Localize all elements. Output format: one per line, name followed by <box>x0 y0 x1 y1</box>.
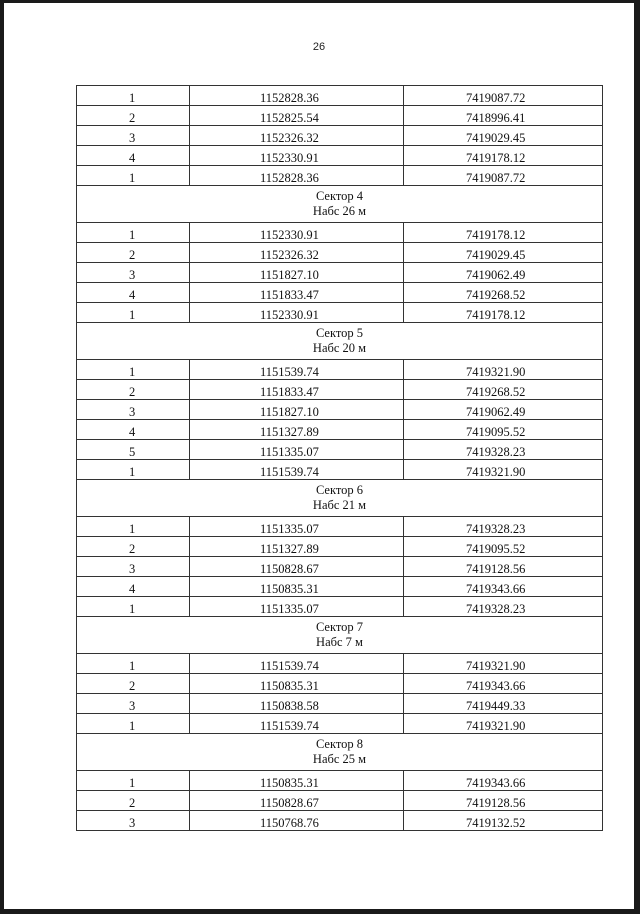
y-coordinate-cell: 7419328.23 <box>404 517 603 537</box>
table-row <box>77 223 603 243</box>
table-row <box>77 166 603 186</box>
x-coordinate-cell: 1150838.58 <box>190 694 404 714</box>
table-row <box>77 674 603 694</box>
table-row <box>77 263 603 283</box>
sector-header-cell <box>77 734 603 771</box>
table-row <box>77 360 603 380</box>
y-coordinate-cell: 7419268.52 <box>404 380 603 400</box>
y-coordinate-cell: 7419132.52 <box>404 811 603 831</box>
y-coordinate-cell: 7419343.66 <box>404 771 603 791</box>
y-coordinate-cell: 7419029.45 <box>404 243 603 263</box>
point-number-cell: 2 <box>77 791 190 811</box>
x-coordinate-cell: 1151833.47 <box>190 283 404 303</box>
sector-height: Набс 20 м <box>312 341 367 355</box>
sector-height: Набс 21 м <box>312 498 367 512</box>
x-coordinate-cell: 1151335.07 <box>190 517 404 537</box>
x-coordinate-cell: 1150828.67 <box>190 791 404 811</box>
point-number-cell: 4 <box>77 420 190 440</box>
table-row <box>77 146 603 166</box>
point-number-cell: 2 <box>77 380 190 400</box>
sector-height: Набс 25 м <box>312 752 367 766</box>
x-coordinate-cell: 1151539.74 <box>190 460 404 480</box>
point-number-cell: 4 <box>77 146 190 166</box>
table-row <box>77 380 603 400</box>
x-coordinate-cell: 1150835.31 <box>190 771 404 791</box>
point-number-cell: 2 <box>77 537 190 557</box>
x-coordinate-cell: 1150828.67 <box>190 557 404 577</box>
x-coordinate-cell: 1152828.36 <box>190 166 404 186</box>
y-coordinate-cell: 7419178.12 <box>404 146 603 166</box>
document-page <box>4 3 634 909</box>
point-number-cell: 3 <box>77 557 190 577</box>
sector-header-cell <box>77 617 603 654</box>
table-row <box>77 557 603 577</box>
point-number-cell: 1 <box>77 460 190 480</box>
point-number-cell: 1 <box>77 360 190 380</box>
y-coordinate-cell: 7419268.52 <box>404 283 603 303</box>
sector-title: Сектор 7 <box>315 620 364 634</box>
table-row <box>77 400 603 420</box>
y-coordinate-cell: 7419343.66 <box>404 577 603 597</box>
table-row <box>77 440 603 460</box>
table-row <box>77 420 603 440</box>
x-coordinate-cell: 1151827.10 <box>190 263 404 283</box>
point-number-cell: 4 <box>77 283 190 303</box>
x-coordinate-cell: 1152330.91 <box>190 223 404 243</box>
y-coordinate-cell: 7419178.12 <box>404 303 603 323</box>
page-number: 26 <box>312 41 326 53</box>
x-coordinate-cell: 1152326.32 <box>190 126 404 146</box>
point-number-cell: 1 <box>77 714 190 734</box>
sector-title: Сектор 4 <box>315 189 364 203</box>
point-number-cell: 1 <box>77 86 190 106</box>
point-number-cell: 4 <box>77 577 190 597</box>
point-number-cell: 3 <box>77 694 190 714</box>
y-coordinate-cell: 7419062.49 <box>404 400 603 420</box>
sector-height: Набс 26 м <box>312 204 367 218</box>
x-coordinate-cell: 1151335.07 <box>190 440 404 460</box>
table-row <box>77 537 603 557</box>
point-number-cell: 2 <box>77 243 190 263</box>
y-coordinate-cell: 7419095.52 <box>404 537 603 557</box>
table-row <box>77 654 603 674</box>
x-coordinate-cell: 1152825.54 <box>190 106 404 126</box>
point-number-cell: 1 <box>77 166 190 186</box>
point-number-cell: 2 <box>77 674 190 694</box>
x-coordinate-cell: 1151539.74 <box>190 654 404 674</box>
x-coordinate-cell: 1151827.10 <box>190 400 404 420</box>
sector-header-row <box>77 480 603 517</box>
table-row <box>77 694 603 714</box>
sector-title: Сектор 5 <box>315 326 364 340</box>
table-row <box>77 714 603 734</box>
y-coordinate-cell: 7419321.90 <box>404 654 603 674</box>
sector-title: Сектор 8 <box>315 737 364 751</box>
point-number-cell: 1 <box>77 597 190 617</box>
y-coordinate-cell: 7419178.12 <box>404 223 603 243</box>
y-coordinate-cell: 7419029.45 <box>404 126 603 146</box>
sector-header-cell <box>77 186 603 223</box>
y-coordinate-cell: 7419449.33 <box>404 694 603 714</box>
y-coordinate-cell: 7419095.52 <box>404 420 603 440</box>
x-coordinate-cell: 1150835.31 <box>190 577 404 597</box>
point-number-cell: 3 <box>77 811 190 831</box>
x-coordinate-cell: 1151327.89 <box>190 537 404 557</box>
x-coordinate-cell: 1151335.07 <box>190 597 404 617</box>
table-row <box>77 771 603 791</box>
x-coordinate-cell: 1150835.31 <box>190 674 404 694</box>
point-number-cell: 1 <box>77 654 190 674</box>
y-coordinate-cell: 7419321.90 <box>404 714 603 734</box>
y-coordinate-cell: 7419087.72 <box>404 86 603 106</box>
table-row <box>77 106 603 126</box>
y-coordinate-cell: 7419321.90 <box>404 460 603 480</box>
x-coordinate-cell: 1152326.32 <box>190 243 404 263</box>
point-number-cell: 1 <box>77 223 190 243</box>
table-row <box>77 597 603 617</box>
point-number-cell: 1 <box>77 771 190 791</box>
table-row <box>77 243 603 263</box>
table-row <box>77 303 603 323</box>
y-coordinate-cell: 7419328.23 <box>404 597 603 617</box>
point-number-cell: 3 <box>77 400 190 420</box>
table-row <box>77 126 603 146</box>
y-coordinate-cell: 7419328.23 <box>404 440 603 460</box>
point-number-cell: 1 <box>77 303 190 323</box>
x-coordinate-cell: 1151539.74 <box>190 714 404 734</box>
y-coordinate-cell: 7419087.72 <box>404 166 603 186</box>
sector-header-row <box>77 734 603 771</box>
table-row <box>77 460 603 480</box>
y-coordinate-cell: 7419343.66 <box>404 674 603 694</box>
sector-height: Набс 7 м <box>316 635 363 649</box>
coordinates-table-body <box>77 86 603 831</box>
table-row <box>77 86 603 106</box>
point-number-cell: 2 <box>77 106 190 126</box>
x-coordinate-cell: 1151327.89 <box>190 420 404 440</box>
sector-header-row <box>77 323 603 360</box>
sector-header-row <box>77 617 603 654</box>
coordinates-table <box>76 85 603 831</box>
sector-header-row <box>77 186 603 223</box>
y-coordinate-cell: 7419128.56 <box>404 557 603 577</box>
point-number-cell: 3 <box>77 126 190 146</box>
table-row <box>77 517 603 537</box>
table-row <box>77 791 603 811</box>
x-coordinate-cell: 1151833.47 <box>190 380 404 400</box>
x-coordinate-cell: 1152330.91 <box>190 303 404 323</box>
table-row <box>77 577 603 597</box>
x-coordinate-cell: 1150768.76 <box>190 811 404 831</box>
sector-title: Сектор 6 <box>315 483 364 497</box>
sector-header-cell <box>77 323 603 360</box>
y-coordinate-cell: 7419062.49 <box>404 263 603 283</box>
table-row <box>77 283 603 303</box>
point-number-cell: 1 <box>77 517 190 537</box>
point-number-cell: 5 <box>77 440 190 460</box>
table-row <box>77 811 603 831</box>
x-coordinate-cell: 1152828.36 <box>190 86 404 106</box>
y-coordinate-cell: 7418996.41 <box>404 106 603 126</box>
point-number-cell: 3 <box>77 263 190 283</box>
x-coordinate-cell: 1152330.91 <box>190 146 404 166</box>
y-coordinate-cell: 7419321.90 <box>404 360 603 380</box>
sector-header-cell <box>77 480 603 517</box>
x-coordinate-cell: 1151539.74 <box>190 360 404 380</box>
y-coordinate-cell: 7419128.56 <box>404 791 603 811</box>
